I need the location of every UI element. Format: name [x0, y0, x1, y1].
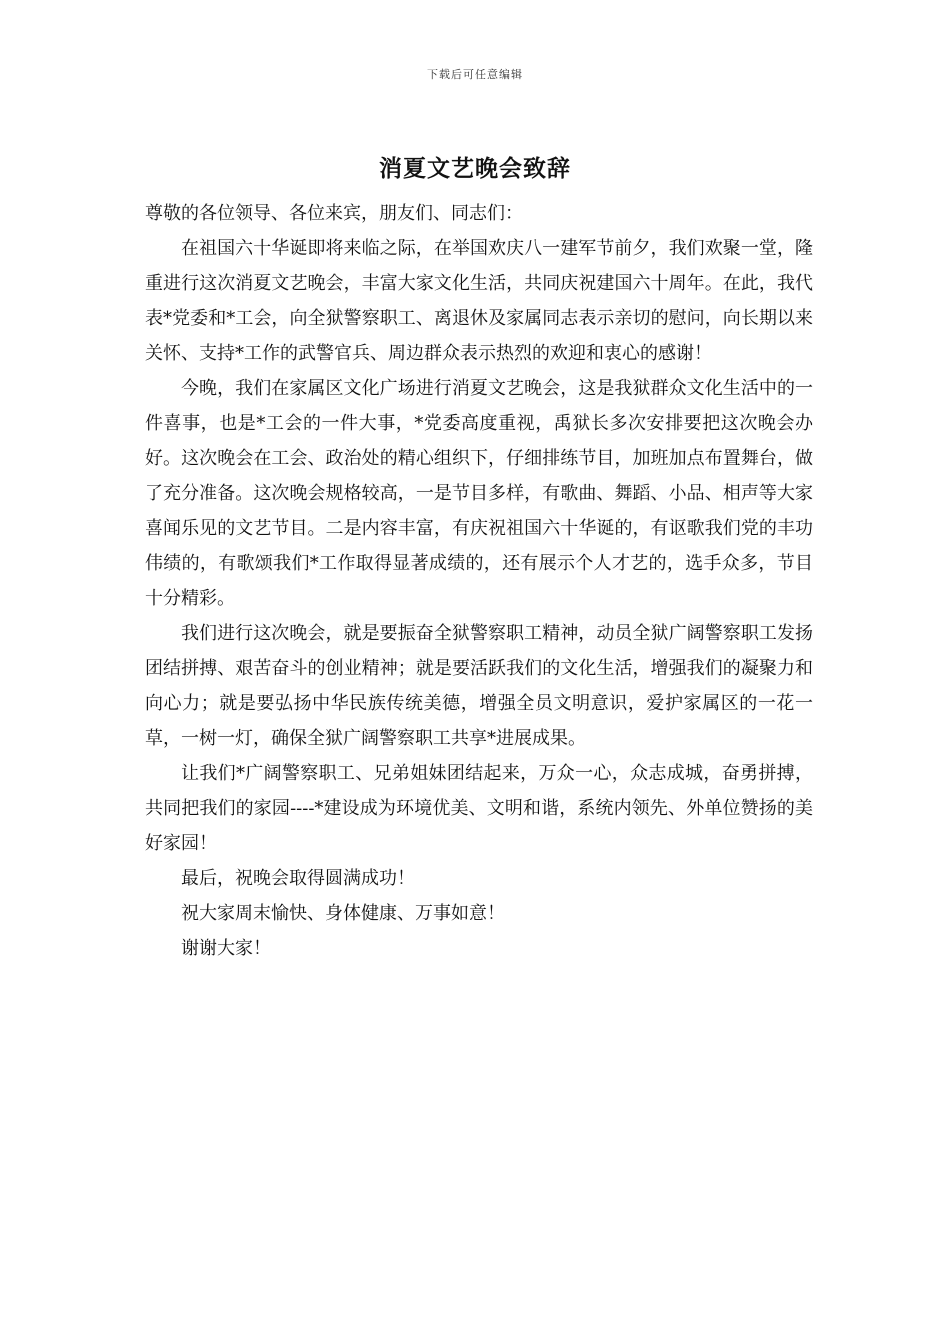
- paragraph-2: 今晚，我们在家属区文化广场进行消夏文艺晚会，这是我狱群众文化生活中的一件喜事，也是*工会的一件大事，*党委高度重视，禹狱长多次安排要把这次晚会办好。这次晚会在工会、政治处的精心组织下，仔细排练节目，加班加点布置舞台，做了充分准备。这次晚会规格较高，一是节目多样，有歌曲、舞蹈、小品、相声等大家喜闻乐见的文艺节目。二是内容丰富，有庆祝祖国六十华诞的，有讴歌我们党的丰功伟绩的，有歌颂我们*工作取得显著成绩的，还有展示个人才艺的，选手众多，节目十分精彩。: [145, 378, 813, 609]
- header-note: 下载后可任意编辑: [427, 68, 523, 81]
- closing-thanks: 谢谢大家！: [181, 938, 271, 959]
- paragraph-1: 在祖国六十华诞即将来临之际，在举国欢庆八一建军节前夕，我们欢聚一堂，隆重进行这次消夏文艺晚会，丰富大家文化生活，共同庆祝建国六十周年。在此，我代表*党委和*工会，向全狱警察职工、离退休及家属同志表示亲切的慰问，向长期以来关怀、支持*工作的武警官兵、周边群众表示热烈的欢迎和衷心的感谢！: [145, 238, 813, 364]
- document-title: 消夏文艺晚会致辞: [379, 155, 571, 182]
- closing-wish: 最后，祝晚会取得圆满成功！: [181, 868, 415, 889]
- document-body: [145, 196, 813, 966]
- salutation: 尊敬的各位领导、各位来宾，朋友们、同志们：: [145, 203, 523, 224]
- paragraph-4: 让我们*广阔警察职工、兄弟姐妹团结起来，万众一心，众志成城，奋勇拼搏，共同把我们的家园----*建设成为环境优美、文明和谐，系统内领先、外单位赞扬的美好家园！: [145, 763, 813, 854]
- closing-blessing: 祝大家周末愉快、身体健康、万事如意！: [181, 903, 505, 924]
- paragraph-3: 我们进行这次晚会，就是要振奋全狱警察职工精神，动员全狱广阔警察职工发扬团结拼搏、艰苦奋斗的创业精神；就是要活跃我们的文化生活，增强我们的凝聚力和向心力；就是要弘扬中华民族传统美德，增强全员文明意识，爱护家属区的一花一草，一树一灯，确保全狱广阔警察职工共享*进展成果。: [145, 623, 813, 749]
